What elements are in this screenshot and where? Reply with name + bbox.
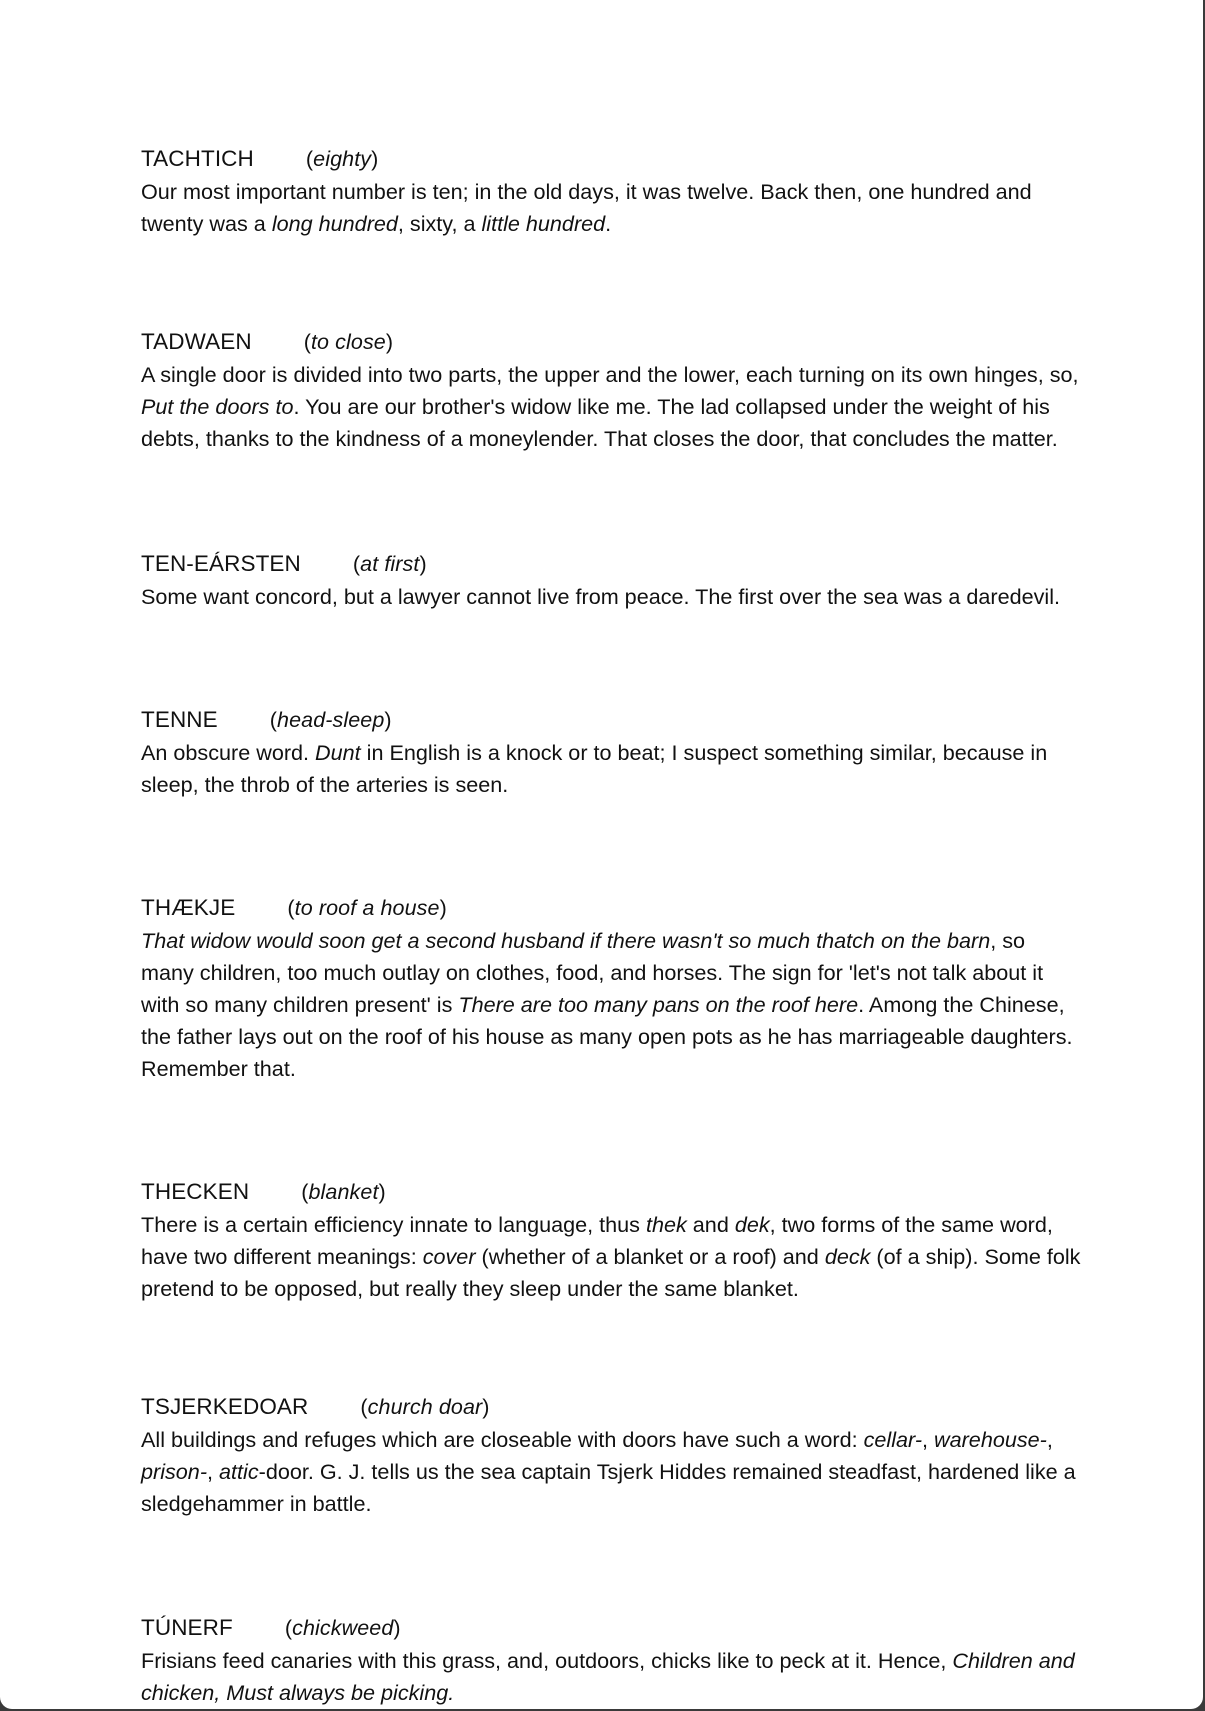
body-text-run: All buildings and refuges which are closeable with doors have such a word: <box>141 1427 864 1452</box>
entry-headline <box>141 325 1081 359</box>
body-italic-run: Children and chicken, Must always be picking. <box>141 1648 1075 1705</box>
gloss-text: head-sleep <box>277 708 385 732</box>
body-italic-run: cellar- <box>863 1427 923 1452</box>
gloss-text: chickweed <box>292 1616 394 1640</box>
entry <box>141 325 1081 455</box>
entry-headline <box>141 1175 1081 1209</box>
body-text-run: -door. G. J. tells us the sea captain Tsjerk Hiddes remained steadfast, hardened like a sledgehammer in battle. <box>141 1459 1076 1516</box>
body-text-run: and <box>686 1212 735 1237</box>
body-italic-run: little hundred <box>481 211 606 236</box>
entry-body <box>141 176 1081 240</box>
headword: TADWAEN <box>141 329 252 354</box>
body-italic-run: cover <box>422 1244 476 1269</box>
body-text-run: A single door is divided into two parts, the upper and the lower, each turning on its own hinges, so, <box>141 362 1079 387</box>
headword: TEN-EÁRSTEN <box>141 551 301 576</box>
entry-body <box>141 1209 1081 1305</box>
gloss-text: to close <box>310 330 386 354</box>
body-italic-run: deck <box>824 1244 871 1269</box>
body-text-run: . Among the Chinese, the father lays out on the roof of his house as many open pots as he has marriageable daughters. Remember that. <box>141 992 1073 1081</box>
body-text-run: An obscure word. <box>141 740 316 765</box>
headword: TACHTICH <box>141 146 254 171</box>
gloss-text: at first <box>360 552 420 576</box>
gloss-text: blanket <box>308 1180 379 1204</box>
body-text-run: Our most important number is ten; in the old days, it was twelve. Back then, one hundred and twenty was a <box>141 179 1032 236</box>
entry <box>141 891 1081 1085</box>
entry-body <box>141 737 1081 801</box>
body-text-run: Some want concord, but a lawyer cannot live from peace. The first over the sea was a daredevil. <box>141 584 1060 609</box>
entry <box>141 547 1081 613</box>
body-italic-run: warehouse- <box>934 1427 1047 1452</box>
gloss-text: to roof a house <box>294 896 440 920</box>
body-italic-run: dek <box>734 1212 770 1237</box>
headword: TÚNERF <box>141 1615 233 1640</box>
body-italic-run: prison- <box>141 1459 208 1484</box>
entry <box>141 1390 1081 1520</box>
entry-headline <box>141 142 1081 176</box>
entry-body <box>141 581 1081 613</box>
body-italic-run: There are too many pans on the roof here <box>458 992 859 1017</box>
body-text-run: , two forms of the same word, have two different meanings: <box>141 1212 1053 1269</box>
entry <box>141 1611 1081 1709</box>
gloss-text: eighty <box>313 147 372 171</box>
gloss: (to close) <box>303 330 394 354</box>
headword: THÆKJE <box>141 895 236 920</box>
entry-headline <box>141 1390 1081 1424</box>
body-text-run: (of a ship). Some folk pretend to be opposed, but really they sleep under the same blanket. <box>141 1244 1081 1301</box>
gloss: (to roof a house) <box>287 896 447 920</box>
headword: THECKEN <box>141 1179 250 1204</box>
entry-body <box>141 1424 1081 1520</box>
body-text-run: , <box>922 1427 935 1452</box>
body-text-run: , sixty, a <box>397 211 482 236</box>
gloss: (chickweed) <box>284 1616 401 1640</box>
gloss-text: church doar <box>367 1395 483 1419</box>
body-italic-run: long hundred <box>271 211 398 236</box>
body-text-run: Frisians feed canaries with this grass, and, outdoors, chicks like to peck at it. Hence, <box>141 1648 953 1673</box>
body-italic-run: thek <box>645 1212 687 1237</box>
entry <box>141 1175 1081 1305</box>
entry <box>141 142 1081 240</box>
body-italic-run: attic <box>219 1459 259 1484</box>
body-text-run: , <box>1046 1427 1053 1452</box>
headword: TENNE <box>141 707 218 732</box>
entry-body <box>141 1645 1081 1709</box>
entry-headline <box>141 891 1081 925</box>
body-text-run: There is a certain efficiency innate to language, thus <box>141 1212 646 1237</box>
entry <box>141 703 1081 801</box>
body-text-run: . You are our brother's widow like me. The lad collapsed under the weight of his debts, thanks to the kindness of a moneylender. That closes the door, that concludes the matter. <box>141 394 1058 451</box>
body-italic-run: Put the doors to <box>141 394 294 419</box>
body-text-run: , <box>207 1459 220 1484</box>
body-text-run: , so many children, too much outlay on clothes, food, and horses. The sign for 'let's not talk about it with so many children present' is <box>141 928 1044 1017</box>
entry-headline <box>141 703 1081 737</box>
entry-body <box>141 359 1081 455</box>
entry-headline <box>141 1611 1081 1645</box>
gloss: (church doar) <box>360 1395 490 1419</box>
entry-headline <box>141 547 1081 581</box>
body-text-run: . <box>605 211 612 236</box>
gloss: (at first) <box>352 552 427 576</box>
headword: TSJERKEDOAR <box>141 1394 309 1419</box>
entry-body <box>141 925 1081 1085</box>
body-italic-run: Dunt <box>315 740 361 765</box>
gloss: (eighty) <box>305 147 379 171</box>
gloss: (blanket) <box>301 1180 386 1204</box>
body-text-run: (whether of a blanket or a roof) and <box>475 1244 825 1269</box>
gloss: (head-sleep) <box>269 708 392 732</box>
body-text-run: in English is a knock or to beat; I suspect something similar, because in sleep, the throb of the arteries is seen. <box>141 740 1048 797</box>
body-italic-run: That widow would soon get a second husband if there wasn't so much thatch on the barn <box>141 928 991 953</box>
